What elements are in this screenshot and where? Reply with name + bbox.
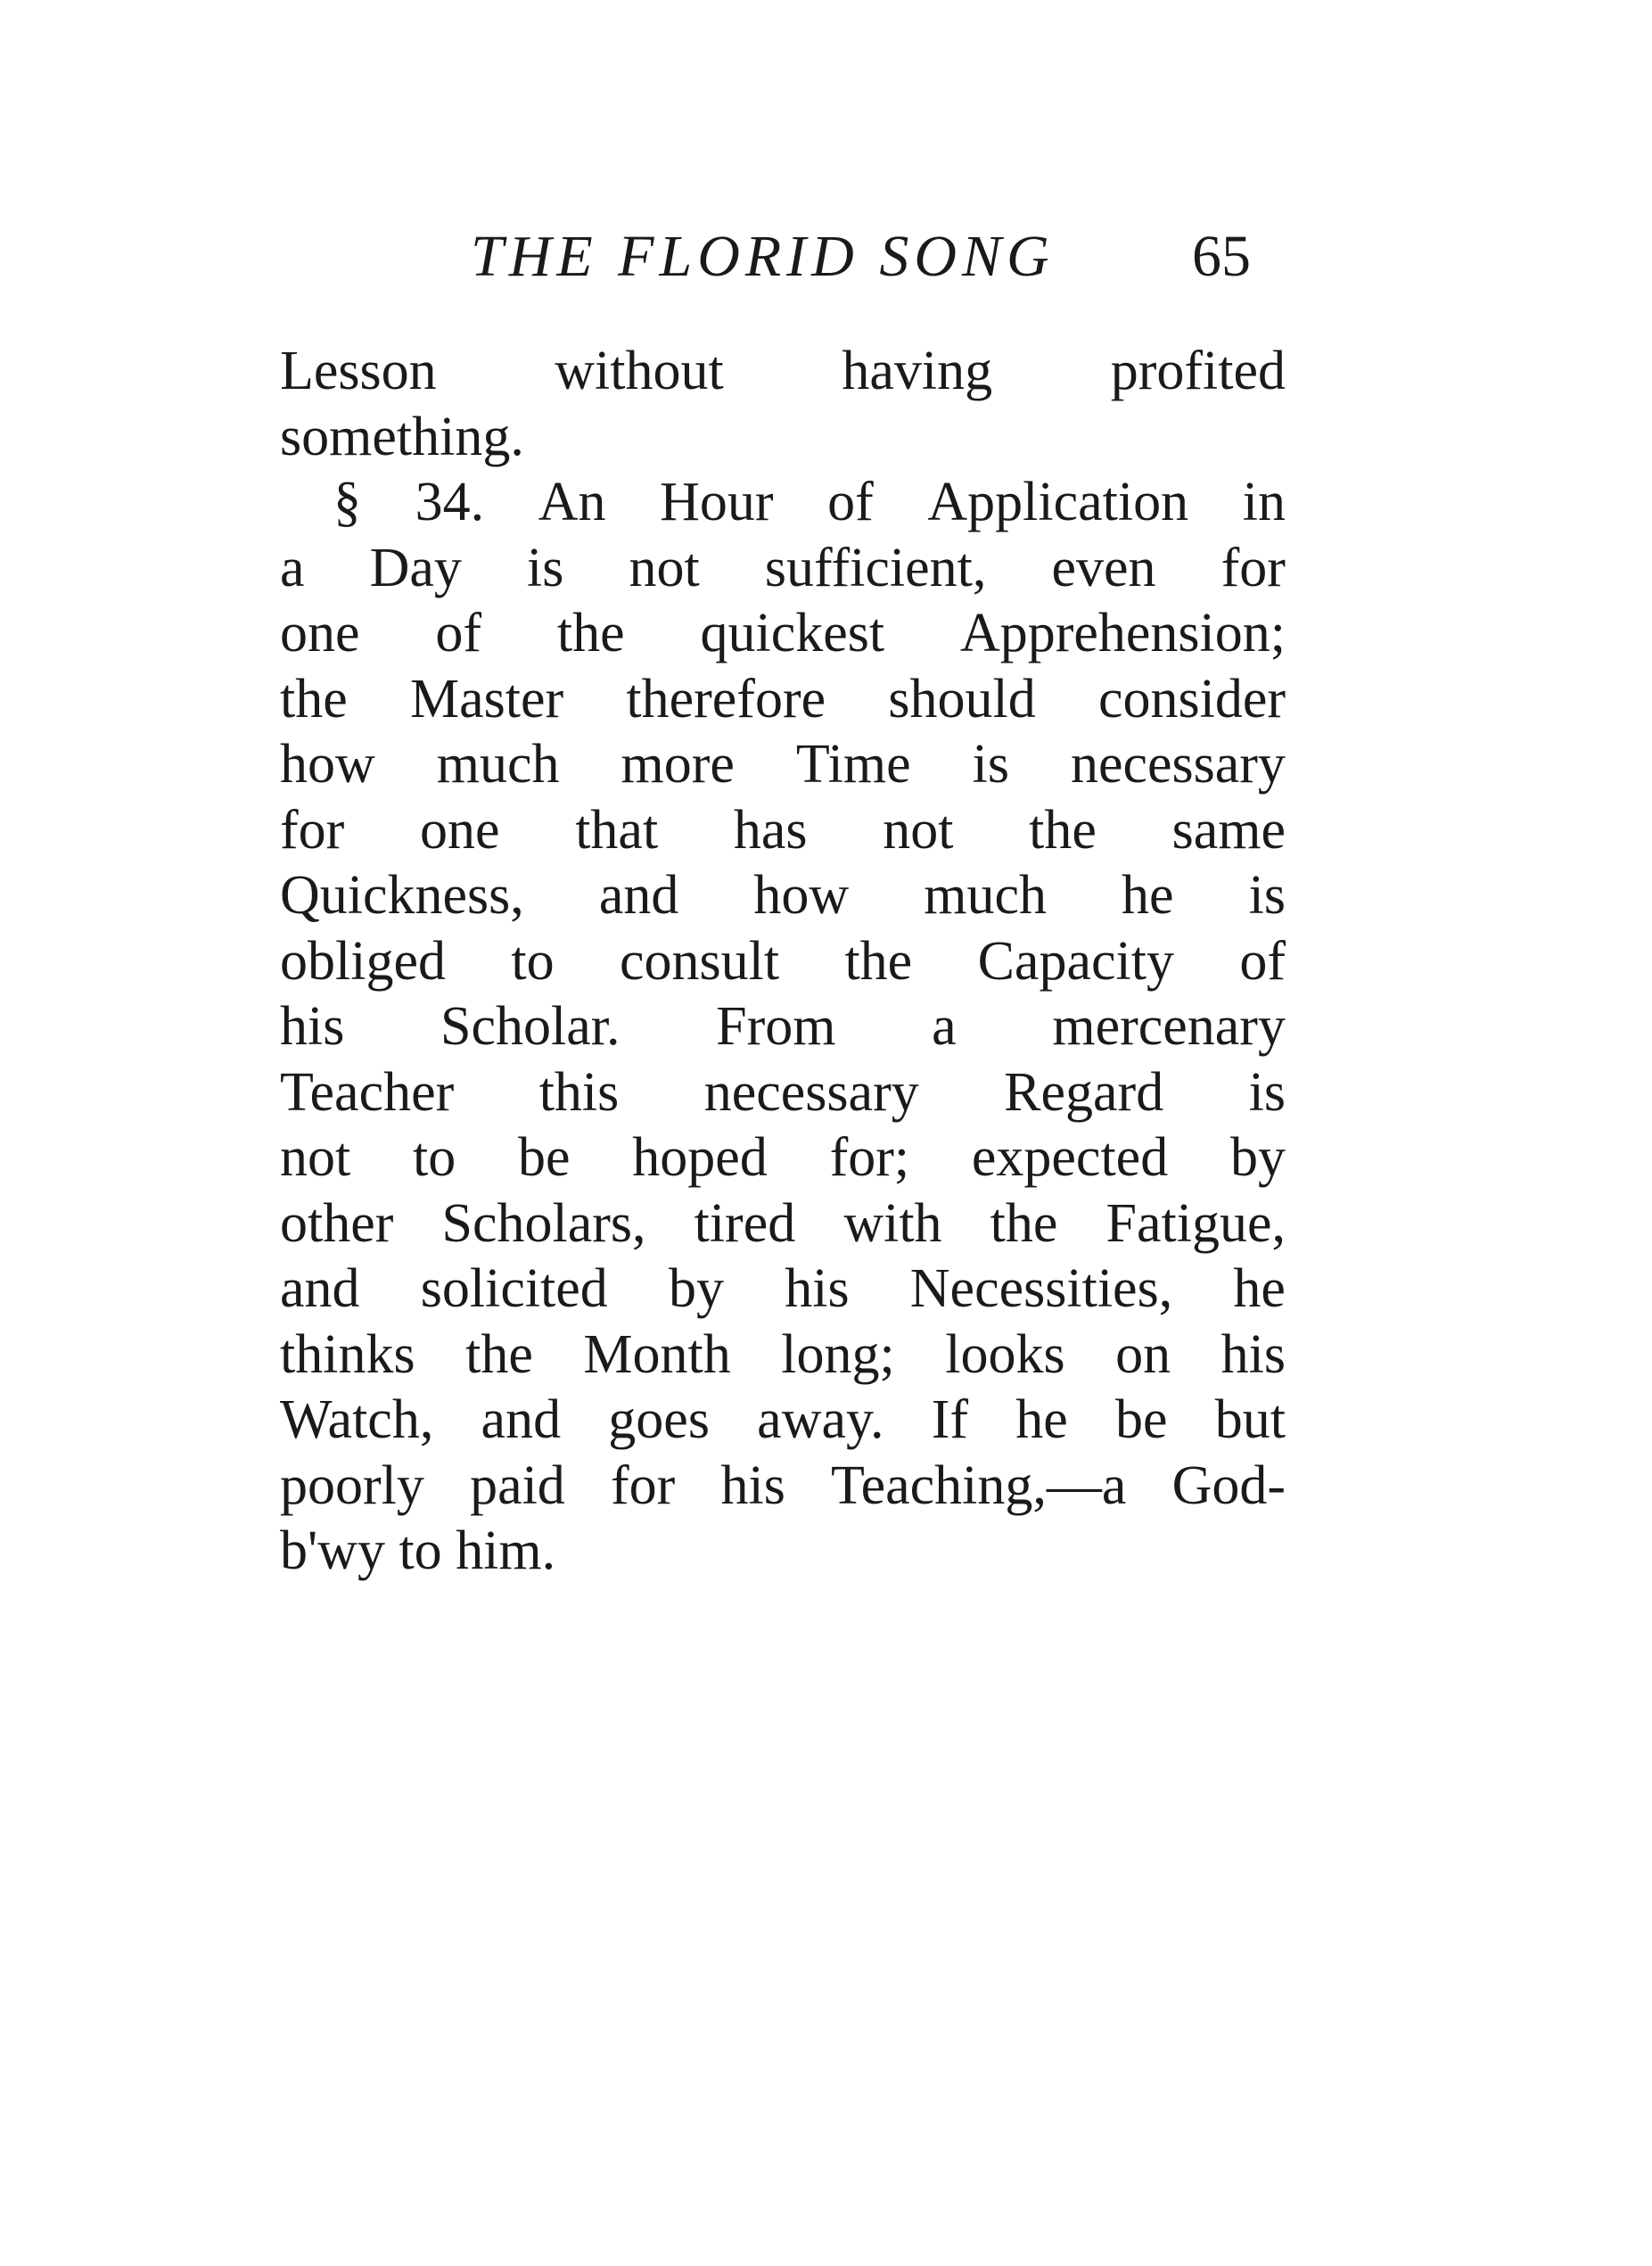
word: An — [538, 472, 606, 532]
word: Necessities, — [909, 1258, 1173, 1319]
word: Apprehension; — [959, 603, 1286, 663]
word: Application — [927, 472, 1189, 532]
word: Fatigue, — [1105, 1192, 1286, 1254]
word: Watch, — [280, 1389, 434, 1450]
word: consider — [1097, 668, 1286, 729]
word: for — [1221, 537, 1286, 598]
word: for — [611, 1454, 676, 1516]
word: obliged — [280, 930, 446, 992]
word: hoped — [632, 1127, 768, 1188]
word: he — [1233, 1258, 1286, 1319]
word: profited — [1110, 341, 1286, 401]
word: away. — [757, 1389, 884, 1450]
word: same — [1171, 799, 1286, 861]
word: much — [436, 734, 560, 795]
word: how — [753, 865, 850, 926]
word: not — [280, 1127, 351, 1188]
word: be — [518, 1127, 571, 1188]
word: is — [527, 537, 564, 598]
word: Scholars, — [441, 1192, 646, 1254]
page-number: 65 — [1192, 224, 1251, 289]
word: Day — [369, 537, 462, 598]
word: for; — [829, 1127, 910, 1188]
word: is — [1248, 865, 1286, 926]
word: even — [1051, 537, 1156, 598]
word: his — [785, 1258, 850, 1319]
word: a — [280, 537, 305, 598]
word: poorly — [280, 1454, 424, 1516]
text-line — [280, 994, 1286, 1060]
word: by — [1229, 1127, 1286, 1188]
text-line — [280, 863, 1286, 929]
text-line — [280, 732, 1286, 798]
word: the — [465, 1323, 533, 1385]
word: not — [883, 799, 954, 861]
word: sufficient, — [764, 537, 987, 598]
word: § — [333, 472, 361, 532]
word: solicited — [420, 1258, 608, 1319]
word: If — [931, 1389, 968, 1450]
word: one — [419, 799, 500, 861]
word: Teacher — [280, 1061, 455, 1123]
word: Capacity — [977, 930, 1174, 992]
word: 34. — [415, 472, 485, 532]
text-line — [280, 1323, 1286, 1388]
word: Hour — [660, 472, 774, 532]
text-line — [280, 929, 1286, 995]
word: God- — [1171, 1454, 1286, 1516]
word: of — [827, 472, 874, 532]
text-line — [280, 798, 1286, 864]
word: looks — [945, 1323, 1065, 1385]
word: much — [924, 865, 1047, 926]
word: Quickness, — [280, 865, 524, 926]
text-line — [280, 1257, 1286, 1323]
word: and — [280, 1258, 360, 1319]
paragraph-start-line — [280, 470, 1286, 536]
word: having — [842, 341, 993, 401]
word: the — [844, 930, 913, 992]
word: by — [669, 1258, 725, 1319]
word: more — [621, 734, 735, 795]
word: he — [1015, 1389, 1068, 1450]
word: From — [716, 996, 836, 1057]
word: and — [481, 1389, 562, 1450]
text-line — [280, 1125, 1286, 1191]
word: his — [720, 1454, 785, 1516]
word: of — [435, 603, 482, 663]
word: Month — [583, 1323, 731, 1385]
word: mercenary — [1052, 996, 1286, 1057]
word: be — [1114, 1389, 1168, 1450]
word: should — [888, 668, 1036, 729]
word: therefore — [626, 668, 826, 729]
word: Regard — [1004, 1061, 1164, 1123]
word: his — [1221, 1323, 1286, 1385]
word: he — [1122, 865, 1174, 926]
word: a — [932, 996, 957, 1057]
word: long; — [781, 1323, 895, 1385]
word: but — [1214, 1389, 1286, 1450]
word: quickest — [700, 603, 885, 663]
word: the — [1029, 799, 1097, 861]
word: Time — [795, 734, 911, 795]
text-line — [280, 1191, 1286, 1257]
word: how — [280, 734, 375, 795]
text-line — [280, 1060, 1286, 1126]
word: to — [399, 1520, 442, 1581]
word: the — [280, 668, 348, 729]
word: Scholar. — [440, 996, 621, 1057]
word: is — [1248, 1061, 1286, 1123]
word: not — [629, 537, 700, 598]
word: tired — [694, 1192, 796, 1254]
word: of — [1239, 930, 1286, 992]
word: other — [280, 1192, 394, 1254]
word: to — [413, 1127, 456, 1188]
word: something. — [280, 406, 524, 467]
body-text — [280, 339, 1286, 1585]
word: this — [538, 1061, 620, 1123]
word: Master — [409, 668, 564, 729]
word: on — [1115, 1323, 1171, 1385]
text-line — [280, 405, 1286, 471]
word: Lesson — [280, 341, 437, 401]
word: in — [1242, 472, 1286, 532]
word: with — [843, 1192, 942, 1254]
word: one — [280, 603, 360, 663]
word: without — [555, 341, 724, 401]
text-line — [280, 1388, 1286, 1454]
running-head — [0, 221, 1652, 293]
word: to — [511, 930, 555, 992]
running-title: THE FLORID SONG — [471, 224, 1055, 289]
word: is — [972, 734, 1009, 795]
word: paid — [470, 1454, 565, 1516]
word: necessary — [703, 1061, 919, 1123]
word: thinks — [280, 1323, 415, 1385]
word: the — [990, 1192, 1058, 1254]
word: consult — [619, 930, 780, 992]
word: Teaching,—a — [831, 1454, 1127, 1516]
word: expected — [971, 1127, 1169, 1188]
text-line — [280, 536, 1286, 602]
word: b'wy — [280, 1520, 385, 1581]
word: necessary — [1070, 734, 1286, 795]
word: has — [733, 799, 808, 861]
text-line — [280, 1454, 1286, 1520]
word: for — [280, 799, 345, 861]
text-line — [280, 339, 1286, 405]
word: that — [575, 799, 659, 861]
word: him. — [456, 1520, 556, 1581]
word: his — [280, 996, 345, 1057]
word: the — [556, 603, 625, 663]
text-line — [280, 601, 1286, 667]
word: goes — [608, 1389, 710, 1450]
text-line — [280, 1519, 1286, 1585]
text-line — [280, 667, 1286, 733]
word: and — [598, 865, 679, 926]
